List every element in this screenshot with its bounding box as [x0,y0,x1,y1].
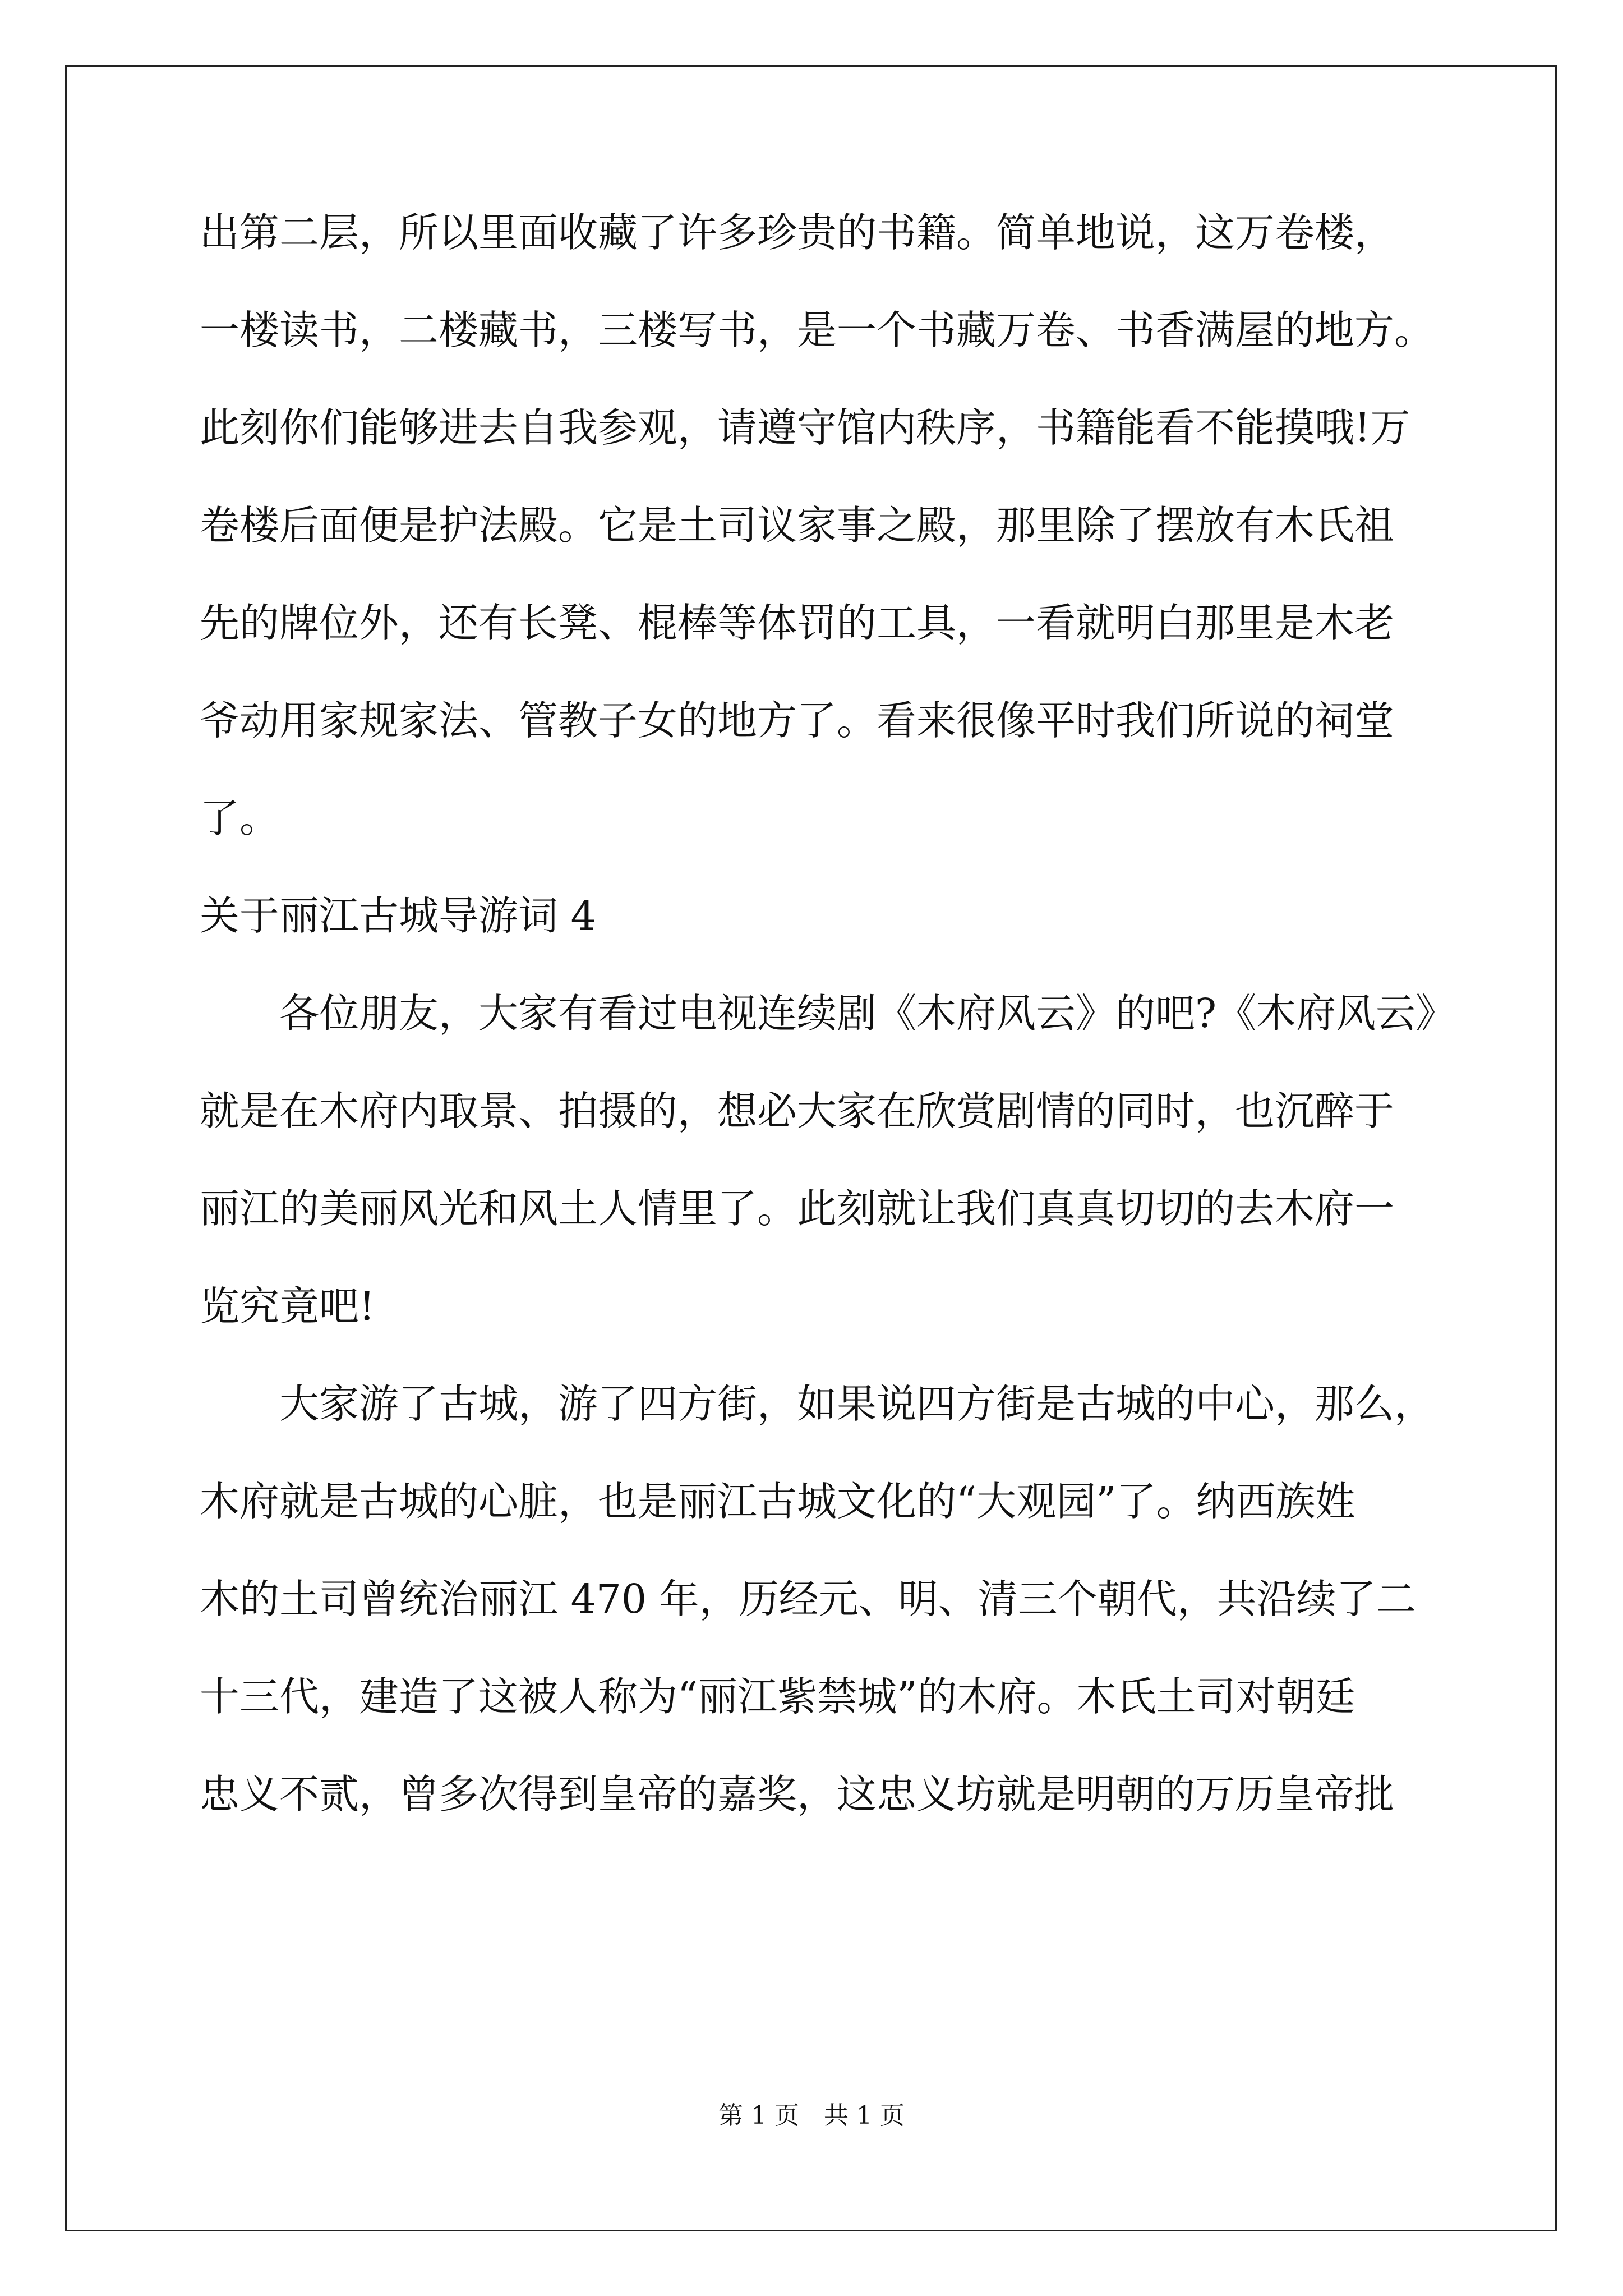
text-line: 各位朋友，大家有看过电视连续剧《木府风云》的吧?《木府风云》 [200,990,1456,1037]
text-line: 出第二层，所以里面收藏了许多珍贵的书籍。简单地说，这万卷楼， [200,209,1395,256]
text-line: 一楼读书，二楼藏书，三楼写书，是一个书藏万卷、书香满屋的地方。 [200,307,1435,353]
text-line: 忠义不贰，曾多次得到皇帝的嘉奖，这忠义坊就是明朝的万历皇帝批 [200,1771,1395,1818]
text-line: 卷楼后面便是护法殿。它是土司议家事之殿，那里除了摆放有木氏祖 [200,502,1395,549]
text-line: 先的牌位外，还有长凳、棍棒等体罚的工具，一看就明白那里是木老 [200,600,1395,646]
page-number-footer: 第 1 页 共 1 页 [718,2101,905,2130]
text-line: 就是在木府内取景、拍摄的，想必大家在欣赏剧情的同时，也沉醉于 [200,1088,1395,1134]
text-line: 览究竟吧! [200,1283,375,1329]
text-line: 了。 [200,795,280,841]
text-line: 丽江的美丽风光和风土人情里了。此刻就让我们真真切切的去木府一 [200,1185,1395,1232]
page-border [65,65,1557,2231]
text-line: 木的土司曾统治丽江 470 年，历经元、明、清三个朝代，共沿续了二 [200,1576,1416,1622]
text-line: 木府就是古城的心脏，也是丽江古城文化的“大观园”了。纳西族姓 [200,1478,1355,1525]
section-heading: 关于丽江古城导游词 4 [200,892,596,939]
text-line: 大家游了古城，游了四方街，如果说四方街是古城的中心，那么， [200,1381,1435,1427]
text-line: 爷动用家规家法、管教子女的地方了。看来很像平时我们所说的祠堂 [200,697,1395,744]
text-line: 十三代，建造了这被人称为“丽江紫禁城”的木府。木氏土司对朝廷 [200,1673,1355,1720]
text-line: 此刻你们能够进去自我参观，请遵守馆内秩序，书籍能看不能摸哦!万 [200,404,1410,451]
